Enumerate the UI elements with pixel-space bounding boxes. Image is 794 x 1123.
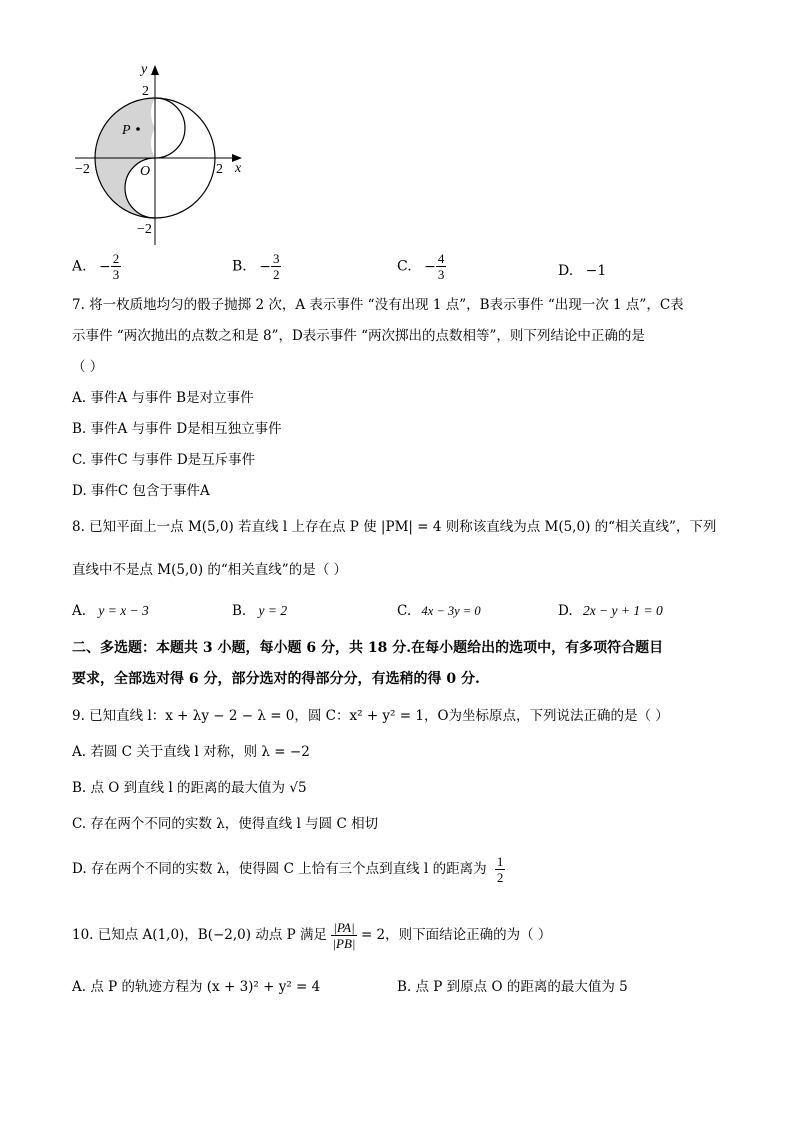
q8-option-a: A. y = x − 3 (72, 603, 149, 619)
q8-option-d: D. 2x − y + 1 = 0 (558, 603, 663, 619)
section2-heading-line1: 二、多选题：本题共 3 小题，每小题 6 分，共 18 分.在每小题给出的选项中，有多项符合题目 (72, 640, 664, 656)
q7-stem-line3: （ ） (72, 359, 104, 375)
q10-option-b: B. 点 P 到原点 O 的距离的最大值为 5 (397, 979, 628, 995)
fraction-pa-pb: $\frac{|PA|}{|PB|}$ (332, 920, 356, 951)
fraction: $\frac{2}{3}$ (112, 251, 120, 282)
q6-option-d: D. −1 (558, 263, 607, 279)
q7-option-d: D. 事件C 包含于事件A (72, 483, 210, 499)
q6-option-b: B. − $\frac{3}{2}$ (232, 251, 280, 282)
q8-stem-line2: 直线中不是点 M(5,0) 的“相关直线”的是（ ） (72, 562, 348, 578)
q9-option-c: C. 存在两个不同的实数 λ，使得直线 l 与圆 C 相切 (72, 816, 379, 832)
point-p-dot (136, 127, 140, 131)
x-neg-label: −2 (75, 162, 90, 177)
yin-yang-figure (60, 55, 260, 250)
q7-option-b: B. 事件A 与事件 D是相互独立事件 (72, 421, 282, 437)
x-pos-label: 2 (216, 162, 223, 177)
q7-stem-line1: 7. 将一枚质地均匀的骰子抛掷 2 次，A 表示事件 “没有出现 1 点”，B表示事件 “出现一次 1 点”，C表 (72, 297, 684, 313)
y-axis-arrow (151, 65, 159, 75)
q9-option-b: B. 点 O 到直线 l 的距离的最大值为 √5 (72, 780, 307, 796)
y-axis-label: y (141, 62, 148, 77)
q6-option-a: A. − $\frac{2}{3}$ (72, 251, 120, 282)
x-axis-label: x (235, 161, 242, 176)
q7-stem-line2: 示事件 “两次抛出的点数之和是 8”，D表示事件 “两次掷出的点数相等”，则下列结论中正确的是 (72, 328, 645, 344)
q8-option-c: C. 4x − 3y = 0 (397, 603, 481, 619)
fraction: $\frac{3}{2}$ (272, 251, 280, 282)
origin-label: O (140, 164, 151, 179)
q9-stem: 9. 已知直线 l：x + λy − 2 − λ = 0，圆 C：x² + y² = 1，O为坐标原点，下列说法正确的是（ ） (72, 708, 669, 724)
y-pos-label: 2 (142, 84, 149, 99)
q7-option-a: A. 事件A 与事件 B是对立事件 (72, 390, 254, 406)
q8-stem-line1: 8. 已知平面上一点 M(5,0) 若直线 l 上存在点 P 使 |PM| = 4 则称该直线为点 M(5,0) 的“相关直线”，下列 (72, 519, 717, 535)
point-p-label: P (122, 123, 131, 138)
fraction-half: $\frac{1}{2}$ (496, 854, 504, 885)
q10-stem: 10. 已知点 A(1,0)，B(−2,0) 动点 P 满足 $\frac{|PA|}{|PB|}$ = 2，则下面结论正确的为（ ） (72, 920, 552, 951)
y-neg-label: −2 (137, 222, 152, 237)
q10-option-a: A. 点 P 的轨迹方程为 (x + 3)² + y² = 4 (72, 979, 321, 995)
section2-heading-line2: 要求，全部选对得 6 分，部分选对的得部分分，有选稍的得 0 分. (72, 671, 480, 687)
q6-option-c: C. − $\frac{4}{3}$ (397, 251, 445, 282)
q7-option-c: C. 事件C 与事件 D是互斥事件 (72, 452, 256, 468)
fraction: $\frac{4}{3}$ (437, 251, 445, 282)
q9-option-d: D. 存在两个不同的实数 λ，使得圆 C 上恰有三个点到直线 l 的距离为 $\frac{1}{2}$ (72, 854, 504, 885)
q9-option-a: A. 若圆 C 关于直线 l 对称，则 λ = −2 (72, 744, 310, 760)
q8-option-b: B. y = 2 (232, 603, 288, 619)
